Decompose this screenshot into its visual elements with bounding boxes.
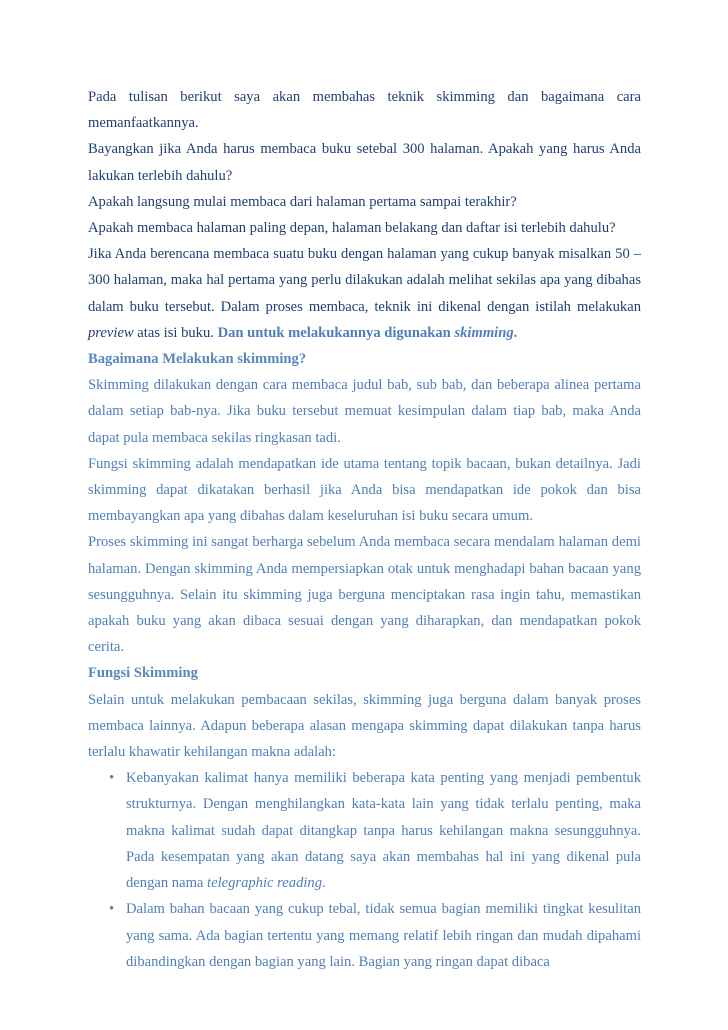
list-item-emphasis: telegraphic reading — [207, 875, 323, 892]
list-item-text: Dalam bahan bacaan yang cukup tebal, tidak semua bagian memiliki tingkat kesulitan yang sama. Ada bagian tertentu yang memang relatif lebih ringan dan mudah dipahami dibandingkan dengan bagian yang lain. Bagian yang ringan dapat dibaca — [126, 901, 641, 970]
scenario-text: Bayangkan jika Anda harus membaca buku setebal 300 halaman. Apakah yang harus Anda lakukan terlebih dahulu? — [88, 141, 641, 184]
question-2-text: Apakah membaca halaman paling depan, halaman belakang dan daftar isi terlebih dahulu? — [88, 220, 616, 237]
paragraph-reasons: Selain untuk melakukan pembacaan sekilas, skimming juga berguna dalam banyak proses membaca lainnya. Adapun beberapa alasan mengapa skimming dapat dilakukan tanpa harus terlalu khawatir kehilangan makna adalah: — [88, 691, 641, 761]
intro-text: Pada tulisan berikut saya akan membahas teknik skimming dan bagaimana cara memanfaatkannya. — [88, 89, 641, 132]
paragraph-function: Fungsi skimming adalah mendapatkan ide utama tentang topik bacaan, bukan detailnya. Jadi skimming dapat dikatakan berhasil jika Anda bisa mendapatkan ide pokok dan bisa membayangkan apa yang dibahas dalam keseluruhan isi buku secara umum. — [88, 455, 641, 525]
bullet-icon: • — [109, 770, 115, 787]
paragraph-intro — [88, 84, 641, 136]
list-item-text-b: . — [322, 875, 326, 892]
section-heading-function: Fungsi Skimming — [88, 665, 198, 682]
preview-strong-emphasis: skimming — [454, 324, 514, 341]
question-1-text: Apakah langsung mulai membaca dari halaman pertama sampai terakhir? — [88, 193, 517, 210]
preview-strong-b: . — [513, 324, 518, 341]
preview-text-b: atas isi buku. — [133, 324, 218, 341]
list-item — [88, 765, 641, 896]
paragraph-how: Skimming dilakukan dengan cara membaca judul bab, sub bab, dan beberapa alinea pertama dalam setiap bab-nya. Jika buku tersebut memuat kesimpulan dalam tiap bab, maka Anda dapat pula membaca sekilas ringkasan tadi. — [88, 377, 641, 446]
document-body — [88, 84, 641, 975]
section-heading-how: Bagaimana Melakukan skimming? — [88, 351, 307, 368]
reasons-list — [88, 765, 641, 975]
paragraph-preview — [88, 241, 641, 346]
preview-strong-a: Dan untuk melakukannya digunakan — [217, 324, 455, 341]
list-item-text-a: Kebanyakan kalimat hanya memiliki beberapa kata penting yang menjadi pembentuk strukturnya. Dengan menghilangkan kata-kata lain yang tidak terlalu penting, maka makna kalimat sudah dapat ditangkap tanpa harus kehilangan makna sesungguhnya. Pada kesempatan yang akan datang saya akan membahas hal ini yang dikenal pula dengan nama — [126, 770, 641, 892]
list-item — [88, 896, 641, 975]
paragraph-process: Proses skimming ini sangat berharga sebelum Anda membaca secara mendalam halaman demi halaman. Dengan skimming Anda mempersiapkan otak untuk menghadapi bahan bacaan yang sesungguhnya. Selain itu skimming juga berguna menciptakan rasa ingin tahu, memastikan apakah buku yang akan dibaca sesuai dengan yang diharapkan, dan mendapatkan pokok cerita. — [88, 534, 641, 656]
preview-emphasis: preview — [88, 324, 134, 341]
paragraph-scenario — [88, 136, 641, 188]
paragraph-question-2 — [88, 215, 641, 241]
preview-text-a: Jika Anda berencana membaca suatu buku dengan halaman yang cukup banyak misalkan 50 – 300 halaman, maka hal pertama yang perlu dilakukan adalah melihat sekilas apa yang dibahas dalam buku tersebut. Dalam proses membaca, teknik ini dikenal dengan istilah melakukan — [88, 246, 641, 315]
paragraph-question-1 — [88, 189, 641, 215]
bullet-icon: • — [109, 901, 115, 918]
